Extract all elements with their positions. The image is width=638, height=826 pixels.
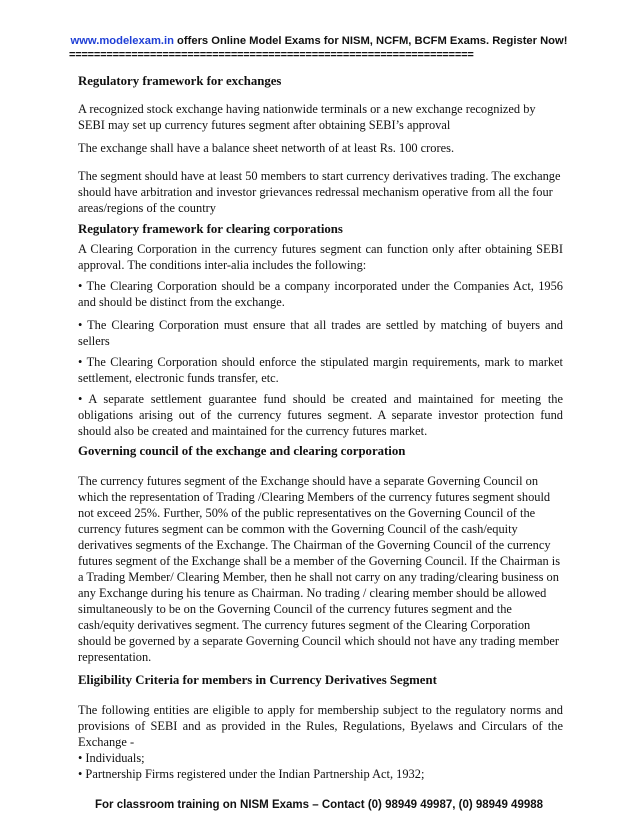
council-paragraph: The currency futures segment of the Exchange should have a separate Governing Council on which the representation of Trading /Clearing Members of the currency futures segment should not exceed 25%. Further, 50% of the public representatives on the Governing Council of the currency futures segment can be common with the Governing Council of the cash/equity derivatives segments of the Exchange. The Chairman of the Governing Council of the currency futures segment of the Exchange shall be a member of the Governing Council. If the Chairman is a Trading Member/ Clearing Member, then he shall not carry on any trading/clearing business on any Exchange during his tenure as Chairman. No trading / clearing member should be allowed simultaneously to be on the Governing Council of the currency futures segment and the cash/equity derivatives segment. The currency futures segment of the Clearing Corporation should be governed by a separate Governing Council which should not have any trading member representation. [78, 474, 561, 664]
website-link[interactable]: www.modelexam.in [70, 35, 174, 47]
clearing-bullet: • The Clearing Corporation should be a company incorporated under the Companies Act, 1956 and should be distinct from the exchange. [78, 279, 563, 309]
heading-exchanges: Regulatory framework for exchanges [78, 74, 282, 88]
exchanges-paragraph-2: The exchange shall have a balance sheet networth of at least Rs. 100 crores. [78, 141, 455, 155]
document-body [78, 73, 563, 782]
exchanges-paragraph-1: A recognized stock exchange having nationwide terminals or a new exchange recognized by SEBI may set up currency futures segment after obtaining SEBI’s approval [78, 102, 536, 132]
promo-header [60, 35, 578, 47]
heading-eligibility: Eligibility Criteria for members in Currency Derivatives Segment [78, 673, 437, 687]
eligibility-bullet: • Partnership Firms registered under the Indian Partnership Act, 1932; [78, 767, 425, 781]
header-separator: ================================================================= [69, 49, 474, 61]
contact-footer: For classroom training on NISM Exams – Contact (0) 98949 49987, (0) 98949 49988 [94, 799, 544, 811]
clearing-bullet: • The Clearing Corporation must ensure that all trades are settled by matching of buyers and sellers [78, 318, 563, 348]
clearing-intro: A Clearing Corporation in the currency futures segment can function only after obtaining SEBI approval. The conditions inter-alia includes the following: [78, 242, 563, 272]
clearing-bullet: • A separate settlement guarantee fund should be created and maintained for meeting the obligations arising out of the currency futures segment. A separate investor protection fund should also be created and maintained for the currency futures market. [78, 392, 563, 438]
heading-clearing-corporations: Regulatory framework for clearing corporations [78, 222, 343, 236]
heading-governing-council: Governing council of the exchange and clearing corporation [78, 444, 406, 458]
exchanges-paragraph-3: The segment should have at least 50 members to start currency derivatives trading. The exchange should have arbitration and investor grievances redressal mechanism operative from all the four areas/regions of the country [78, 169, 561, 215]
clearing-bullet: • The Clearing Corporation should enforce the stipulated margin requirements, mark to market settlement, electronic funds transfer, etc. [78, 355, 563, 385]
eligibility-intro: The following entities are eligible to apply for membership subject to the regulatory norms and provisions of SEBI and as provided in the Rules, Regulations, Byelaws and Circulars of the Exchange - [78, 703, 563, 749]
promo-text: offers Online Model Exams for NISM, NCFM, BCFM Exams. Register Now! [173, 35, 568, 47]
eligibility-bullet: • Individuals; [78, 751, 145, 765]
